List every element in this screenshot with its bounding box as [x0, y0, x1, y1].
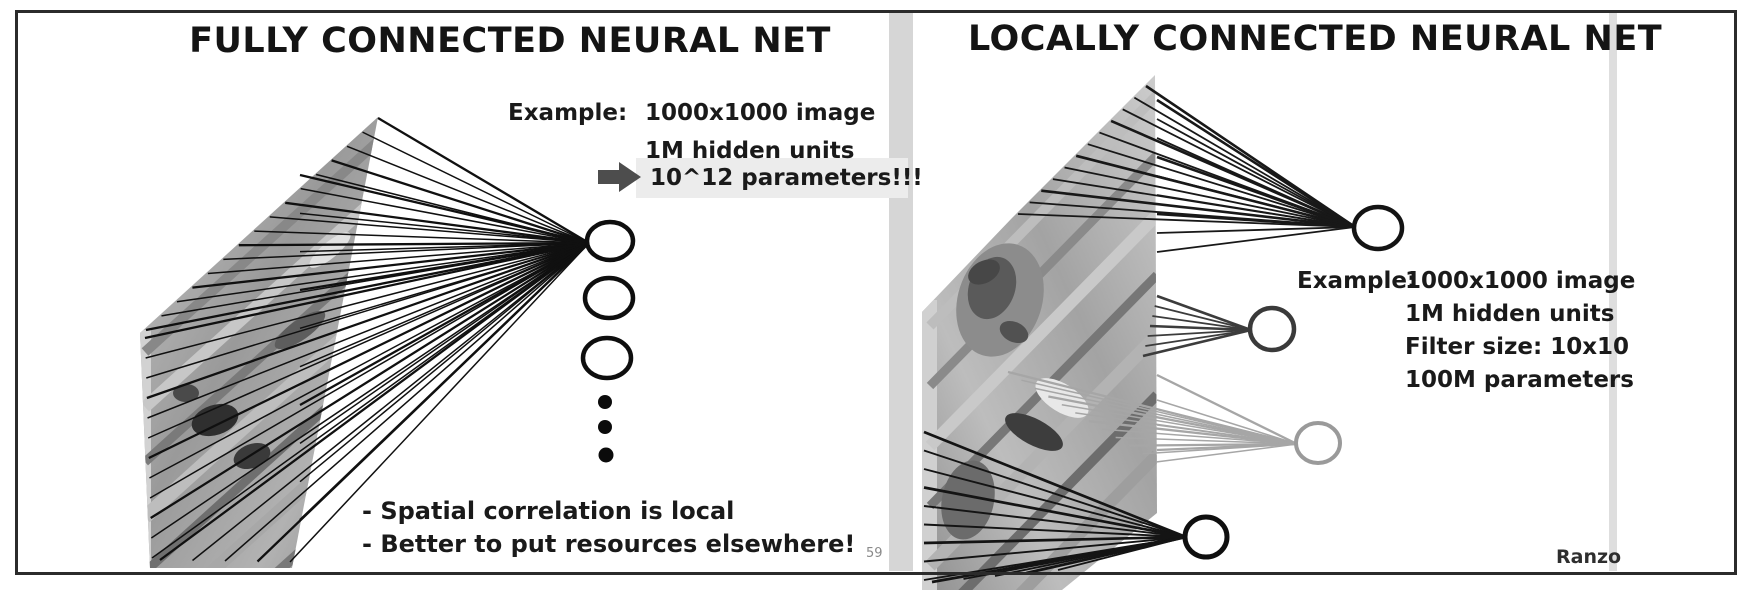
page-number: 59: [866, 546, 883, 561]
right-slide-title: LOCALLY CONNECTED NEURAL NET: [968, 19, 1663, 59]
attribution-text: Ranzo: [1556, 546, 1622, 568]
connection-line: [1157, 296, 1251, 330]
left-bullet-1: - Spatial correlation is local: [362, 497, 735, 525]
connection-line: [363, 132, 589, 243]
right-example-filter-size: Filter size: 10x10: [1405, 334, 1630, 360]
left-example-parameters: 10^12 parameters!!!: [650, 165, 923, 191]
left-example-label: Example:: [508, 100, 628, 126]
right-example-image-size: 1000x1000 image: [1405, 268, 1636, 294]
hidden-units-right: [1185, 207, 1402, 557]
hidden-units-left: [583, 222, 633, 463]
right-example-hidden-units: 1M hidden units: [1405, 301, 1615, 327]
ellipsis-dot: [598, 420, 612, 434]
ellipsis-dot: [599, 448, 614, 463]
connection-line: [1134, 98, 1355, 227]
neuron-circle: [585, 278, 633, 318]
neuron-circle: [1354, 207, 1402, 249]
left-slide-title: FULLY CONNECTED NEURAL NET: [189, 21, 831, 61]
neuron-circle: [1296, 423, 1340, 463]
left-example-image-size: 1000x1000 image: [645, 100, 876, 126]
arrow-right-icon: [598, 162, 641, 192]
right-example-label: Example:: [1297, 268, 1417, 294]
neuron-circle: [1250, 308, 1294, 350]
neuron-circle: [587, 222, 633, 260]
left-example-hidden-units: 1M hidden units: [645, 138, 855, 164]
ellipsis-dot: [598, 395, 612, 409]
neuron-circle: [583, 338, 631, 378]
neuron-circle: [1185, 517, 1227, 557]
left-bullet-2: - Better to put resources elsewhere!: [362, 530, 856, 558]
right-example-parameters: 100M parameters: [1405, 367, 1634, 393]
